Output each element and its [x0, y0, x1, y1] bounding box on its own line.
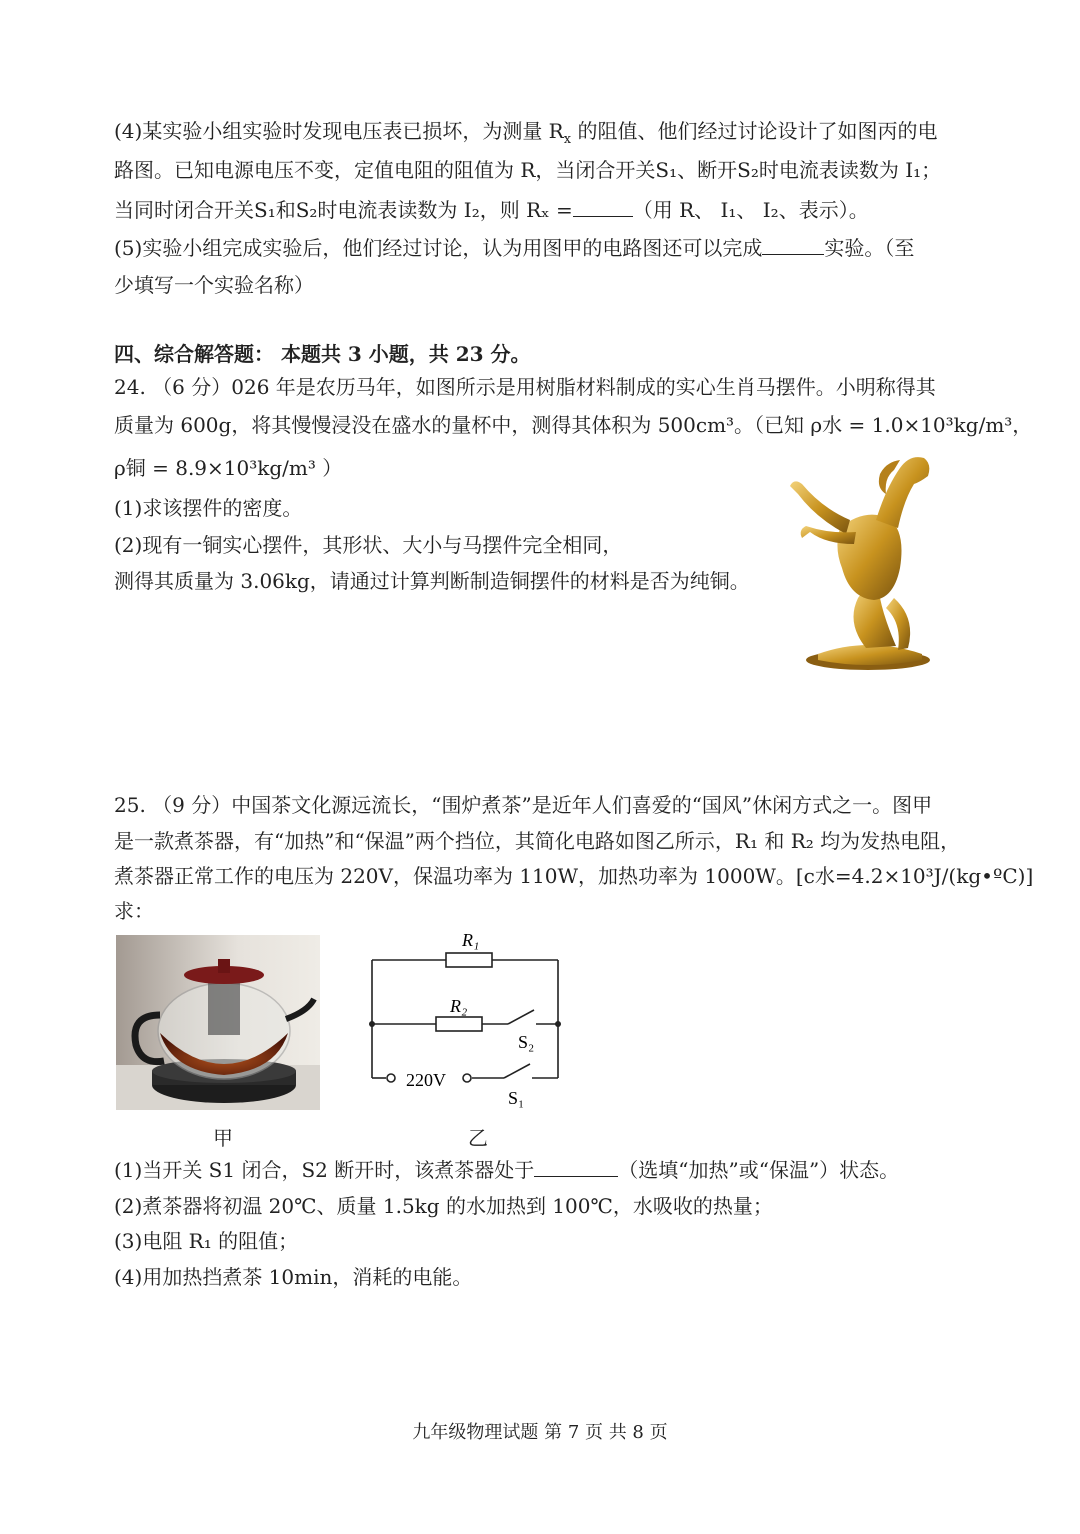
q23-part5-line1: (5)实验小组完成实验后，他们经过讨论，认为用图甲的电路图还可以完成 实验。（至: [114, 236, 915, 260]
q25-line2: 是一款煮茶器，有“加热”和“保温”两个挡位，其简化电路如图乙所示，R₁ 和 R₂ 均为发热电阻，: [114, 829, 961, 853]
q24-sub1: (1)求该摆件的密度。: [114, 496, 303, 520]
answer-blank[interactable]: [573, 198, 633, 217]
terminal-left: [387, 1074, 395, 1082]
figure-caption-a: 甲: [213, 1126, 233, 1150]
section-title: 四、综合解答题： 本题共 3 小题，共 23 分。: [114, 342, 531, 366]
label-r2: R₂: [450, 996, 468, 1016]
label-s1: S₁: [508, 1088, 525, 1108]
q25-line1: 25. （9 分）中国茶文化源远流长，“围炉煮茶”是近年人们喜爱的“国风”休闲方式之一。图甲: [114, 793, 933, 817]
resistor-r1: [446, 953, 492, 967]
q23-part5-line2: 少填写一个实验名称）: [114, 273, 314, 297]
page-footer: 九年级物理试题 第 7 页 共 8 页: [412, 1422, 668, 1443]
q25-line3: 煮茶器正常工作的电压为 220V，保温功率为 110W，加热功率为 1000W。[c水=4.2×10³J/(kg•ºC)]: [114, 864, 1034, 888]
q25-sub3: (3)电阻 R₁ 的阻值；: [114, 1229, 299, 1253]
circuit-diagram: [360, 926, 570, 1112]
figure-caption-b: 乙: [468, 1126, 488, 1150]
switch-s1: [504, 1064, 530, 1078]
answer-blank[interactable]: [762, 236, 824, 255]
q24-line2: 质量为 600g，将其慢慢浸没在盛水的量杯中，测得其体积为 500cm³。（已知 ρ水 = 1.0×10³kg/m³，: [114, 413, 1033, 437]
q24-line3: ρ铜 = 8.9×10³kg/m³ ）: [114, 456, 343, 480]
q24-sub2-cont: 测得其质量为 3.06kg，请通过计算判断制造铜摆件的材料是否为纯铜。: [114, 569, 750, 593]
label-voltage: 220V: [406, 1070, 446, 1090]
answer-blank[interactable]: [534, 1158, 618, 1177]
switch-s2: [508, 1010, 534, 1024]
q24-sub2: (2)现有一铜实心摆件，其形状、大小与马摆件完全相同，: [114, 533, 623, 557]
q25-sub4: (4)用加热挡煮茶 10min，消耗的电能。: [114, 1265, 473, 1289]
q23-part4-line2: 路图。已知电源电压不变，定值电阻的阻值为 R，当闭合开关S₁、断开S₂时电流表读数为 I₁；: [114, 158, 942, 182]
label-r1: R₁: [462, 930, 480, 950]
q25-sub2: (2)煮茶器将初温 20℃、质量 1.5kg 的水加热到 100℃，水吸收的热量；: [114, 1194, 773, 1218]
tea-kettle-image: [116, 935, 320, 1110]
q23-part4-line3: 当同时闭合开关S₁和S₂时电流表读数为 I₂，则 Rₓ = （用 R、 I₁、 I₂、表示）。: [114, 198, 869, 222]
label-s2: S₂: [518, 1032, 535, 1052]
horse-figurine-image: [776, 448, 946, 674]
q24-line1: 24. （6 分）026 年是农历马年，如图所示是用树脂材料制成的实心生肖马摆件。小明称得其: [114, 375, 936, 399]
resistor-r2: [436, 1017, 482, 1031]
q25-line4: 求：: [114, 899, 154, 923]
terminal-right: [463, 1074, 471, 1082]
q25-sub1: (1)当开关 S1 闭合，S2 断开时，该煮茶器处于 （选填“加热”或“保温”）状态。: [114, 1158, 900, 1182]
q23-part4-line1: (4)某实验小组实验时发现电压表已损坏，为测量 $R_x$ 的阻值、他们经过讨论设计了如图丙的电: [114, 119, 938, 147]
